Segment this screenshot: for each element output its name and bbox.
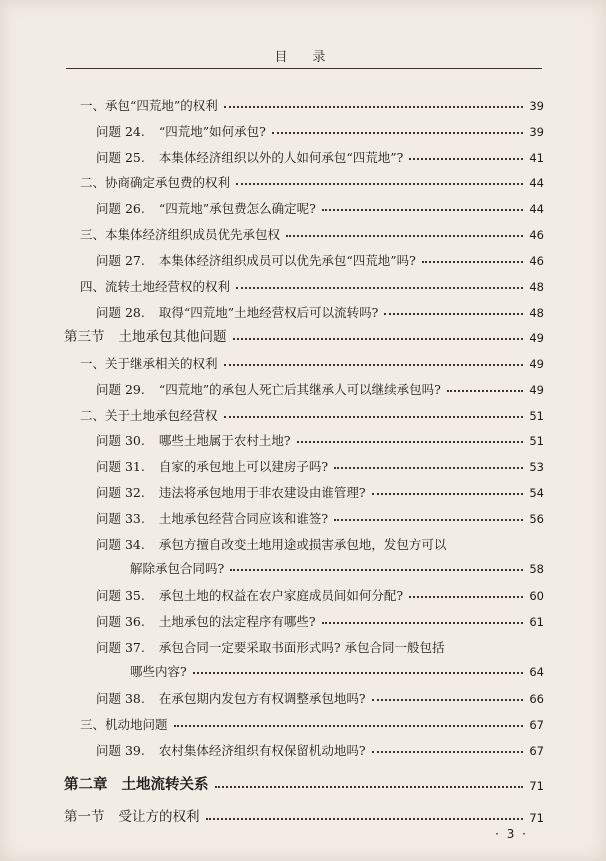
toc-entry[interactable]	[80, 348, 544, 370]
leader-dots	[193, 672, 524, 674]
toc-entry-continuation[interactable]	[130, 553, 544, 575]
entry-page: 51	[529, 433, 544, 448]
entry-title: 土地承包其他问题	[118, 328, 227, 345]
entry-page: 44	[529, 201, 544, 216]
entry-page: 46	[529, 227, 544, 242]
toc-entry[interactable]	[96, 451, 544, 473]
toc-entry[interactable]	[96, 425, 544, 447]
entry-title: 一、承包“四荒地”的权利	[80, 97, 218, 113]
leader-dots	[215, 786, 524, 788]
entry-title: 二、协商确定承包费的权利	[80, 174, 231, 190]
entry-title: 取得“四荒地”土地经营权后可以流转吗?	[158, 304, 379, 320]
question-label: 问题 27.	[96, 252, 145, 268]
toc-chapter-entry[interactable]	[64, 770, 544, 792]
leader-dots	[206, 818, 524, 820]
entry-page: 48	[529, 305, 544, 320]
toc-entry[interactable]	[80, 90, 544, 112]
leader-dots	[233, 338, 524, 340]
entry-page: 49	[529, 356, 544, 371]
leader-dots	[322, 209, 524, 211]
entry-title: “四荒地”的承包人死亡后其继承人可以继续承包吗?	[158, 381, 441, 397]
entry-page: 67	[529, 717, 544, 732]
entry-title: 土地承包的法定程序有哪些?	[158, 613, 316, 629]
entry-title: 违法将承包地用于非农建设由谁管理?	[158, 484, 366, 500]
entry-title: 农村集体经济组织有权保留机动地吗?	[158, 742, 366, 758]
question-label: 问题 33.	[96, 510, 145, 526]
question-label: 问题 29.	[96, 381, 145, 397]
toc-section-entry[interactable]	[64, 322, 544, 344]
entry-page: 44	[529, 175, 544, 190]
entry-title: 在承包期内发包方有权调整承包地吗?	[158, 690, 366, 706]
entry-title: 三、机动地问题	[80, 716, 168, 732]
entry-title-continued: 解除承包合同吗?	[130, 560, 225, 576]
section-label: 第一节	[64, 808, 105, 825]
toc-entry[interactable]	[96, 297, 544, 319]
entry-title: 四、流转土地经营权的权利	[80, 278, 231, 294]
question-label: 问题 37.	[96, 639, 145, 655]
toc-entry[interactable]	[80, 271, 544, 293]
toc-entry[interactable]	[96, 142, 544, 164]
question-label: 问题 34.	[96, 536, 145, 552]
entry-title: 土地流转关系	[121, 775, 209, 793]
entry-page: 66	[529, 691, 544, 706]
leader-dots	[409, 158, 523, 160]
toc-entry[interactable]	[80, 219, 544, 241]
toc-entry[interactable]	[80, 709, 544, 731]
toc-entry[interactable]	[96, 503, 544, 525]
toc-entry[interactable]	[96, 374, 544, 396]
leader-dots	[334, 519, 523, 521]
entry-page: 39	[529, 124, 544, 139]
leader-dots	[224, 106, 524, 108]
entry-title: 本集体经济组织成员可以优先承包“四荒地”吗?	[158, 252, 416, 268]
entry-title: 一、关于继承相关的权利	[80, 355, 218, 371]
question-label: 问题 31.	[96, 458, 145, 474]
entry-page: 46	[529, 253, 544, 268]
entry-page: 71	[529, 810, 544, 825]
entry-title: 承包合同一定要采取书面形式吗? 承包合同一般包括	[158, 639, 445, 655]
leader-dots	[297, 441, 524, 443]
toc-entry[interactable]	[96, 683, 544, 705]
entry-title: 自家的承包地上可以建房子吗?	[158, 458, 329, 474]
entry-title: 受让方的权利	[118, 808, 200, 825]
entry-page: 64	[529, 664, 544, 679]
question-label: 问题 25.	[96, 149, 145, 165]
entry-title: 哪些土地属于农村土地?	[158, 432, 291, 448]
leader-dots	[372, 493, 524, 495]
toc-entry[interactable]	[96, 193, 544, 215]
entry-page: 61	[529, 614, 544, 629]
leader-dots	[334, 467, 523, 469]
toc-entry[interactable]	[96, 735, 544, 757]
entry-page: 51	[529, 408, 544, 423]
entry-page: 56	[529, 511, 544, 526]
entry-title: “四荒地”如何承包?	[158, 123, 266, 139]
chapter-label: 第二章	[64, 775, 108, 793]
entry-page: 58	[529, 561, 544, 576]
toc-entry-line1[interactable]	[96, 529, 446, 551]
leader-dots	[286, 235, 523, 237]
question-label: 问题 28.	[96, 304, 145, 320]
leader-dots	[272, 132, 524, 134]
page-title: 目 录	[274, 50, 332, 65]
question-label: 问题 35.	[96, 587, 145, 603]
toc-entry[interactable]	[96, 245, 544, 267]
leader-dots	[230, 569, 523, 571]
question-label: 问题 26.	[96, 200, 145, 216]
entry-page: 54	[529, 485, 544, 500]
leader-dots	[236, 183, 523, 185]
question-label: 问题 32.	[96, 484, 145, 500]
entry-page: 39	[529, 98, 544, 113]
entry-page: 67	[529, 743, 544, 758]
entry-page: 71	[529, 778, 544, 793]
toc-entry[interactable]	[96, 606, 544, 628]
toc-entry[interactable]	[80, 167, 544, 189]
toc-section-entry[interactable]	[64, 802, 544, 824]
entry-title: 二、关于土地承包经营权	[80, 407, 218, 423]
toc-entry[interactable]	[80, 400, 544, 422]
entry-title-continued: 哪些内容?	[130, 663, 187, 679]
entry-page: 60	[529, 588, 544, 603]
leader-dots	[236, 287, 523, 289]
toc-entry[interactable]	[96, 116, 544, 138]
question-label: 问题 30.	[96, 432, 145, 448]
entry-page: 53	[529, 459, 544, 474]
toc-entry-continuation[interactable]	[130, 656, 544, 678]
leader-dots	[174, 725, 524, 727]
question-label: 问题 38.	[96, 690, 145, 706]
question-label: 问题 36.	[96, 613, 145, 629]
toc-entry-line1[interactable]	[96, 632, 445, 654]
entry-title: 本集体经济组织以外的人如何承包“四荒地”?	[158, 149, 404, 165]
leader-dots	[224, 364, 524, 366]
entry-title: 承包土地的权益在农户家庭成员间如何分配?	[158, 587, 404, 603]
page-number: · 3 ·	[495, 827, 528, 841]
leader-dots	[422, 261, 524, 263]
leader-dots	[224, 416, 524, 418]
leader-dots	[447, 390, 524, 392]
leader-dots	[372, 751, 524, 753]
entry-title: 三、本集体经济组织成员优先承包权	[80, 226, 281, 242]
entry-title: 承包方擅自改变土地用途或损害承包地，发包方可以	[158, 536, 447, 552]
entry-page: 48	[529, 279, 544, 294]
entry-page: 49	[529, 330, 544, 345]
question-label: 问题 24.	[96, 123, 145, 139]
leader-dots	[409, 596, 523, 598]
entry-page: 49	[529, 382, 544, 397]
entry-title: 土地承包经营合同应该和谁签?	[158, 510, 329, 526]
toc-entry[interactable]	[96, 580, 544, 602]
leader-dots	[384, 313, 523, 315]
entry-page: 41	[529, 150, 544, 165]
section-label: 第三节	[64, 328, 105, 345]
question-label: 问题 39.	[96, 742, 145, 758]
entry-title: “四荒地”承包费怎么确定呢?	[158, 200, 316, 216]
toc-entry[interactable]	[96, 477, 544, 499]
leader-dots	[372, 699, 524, 701]
leader-dots	[322, 622, 524, 624]
